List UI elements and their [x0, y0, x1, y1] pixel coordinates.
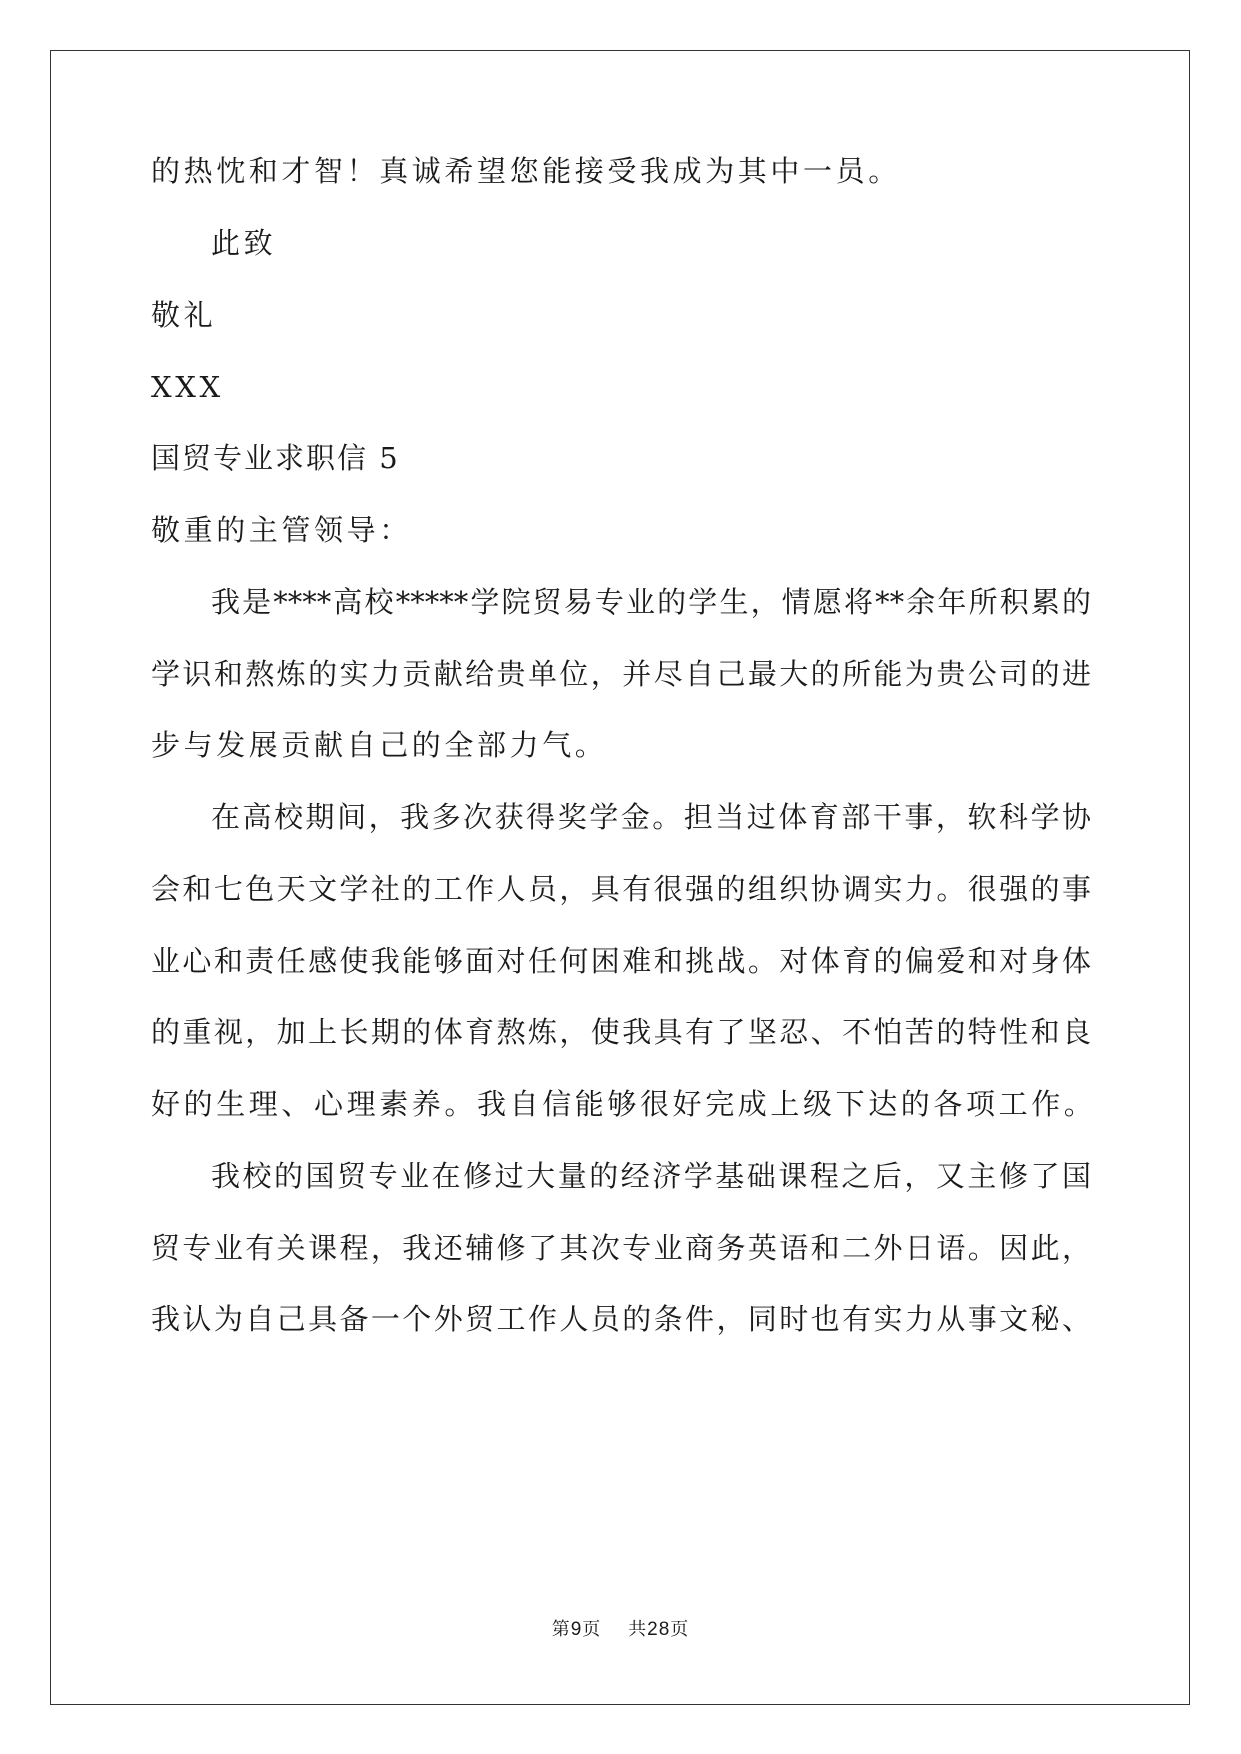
paragraph-line: 步与发展贡献自己的全部力气。 — [151, 728, 608, 762]
signature: XXX — [151, 370, 224, 404]
total-prefix: 共 — [628, 1619, 648, 1640]
total-suffix: 页 — [670, 1619, 690, 1640]
paragraph-line: 我校的国贸专业在修过大量的经济学基础课程之后，又主修了国 — [211, 1159, 1091, 1193]
paragraph-line: 我认为自己具备一个外贸工作人员的条件，同时也有实力从事文秘、 — [151, 1302, 1091, 1336]
paragraph-line: 在高校期间，我多次获得奖学金。担当过体育部干事，软科学协 — [211, 800, 1091, 834]
paragraph-line: 的重视，加上长期的体育熬炼，使我具有了坚忍、不怕苦的特性和良 — [151, 1015, 1091, 1049]
closing-regards: 敬礼 — [151, 298, 217, 332]
total-pages: 28 — [647, 1619, 671, 1640]
greeting: 敬重的主管领导： — [151, 513, 412, 547]
text-line: 的热忱和才智！真诚希望您能接受我成为其中一员。 — [151, 154, 901, 188]
page-number: 9 — [570, 1619, 583, 1640]
section-heading: 国贸专业求职信 5 — [151, 441, 400, 475]
closing-salutation: 此致 — [211, 226, 277, 260]
paragraph-line: 我是****高校*****学院贸易专业的学生，情愿将**余年所积累的 — [211, 585, 1091, 619]
paragraph-line: 好的生理、心理素养。我自信能够很好完成上级下达的各项工作。 — [151, 1087, 1097, 1121]
page-suffix: 页 — [582, 1619, 602, 1640]
page-prefix: 第 — [551, 1619, 571, 1640]
paragraph-line: 学识和熬炼的实力贡献给贵单位，并尽自己最大的所能为贵公司的进 — [151, 657, 1091, 691]
paragraph-line: 会和七色天文学社的工作人员，具有很强的组织协调实力。很强的事 — [151, 872, 1091, 906]
paragraph-line: 业心和责任感使我能够面对任何困难和挑战。对体育的偏爱和对身体 — [151, 944, 1091, 978]
paragraph-line: 贸专业有关课程，我还辅修了其次专业商务英语和二外日语。因此， — [151, 1231, 1091, 1265]
page-footer — [0, 1618, 1241, 1642]
